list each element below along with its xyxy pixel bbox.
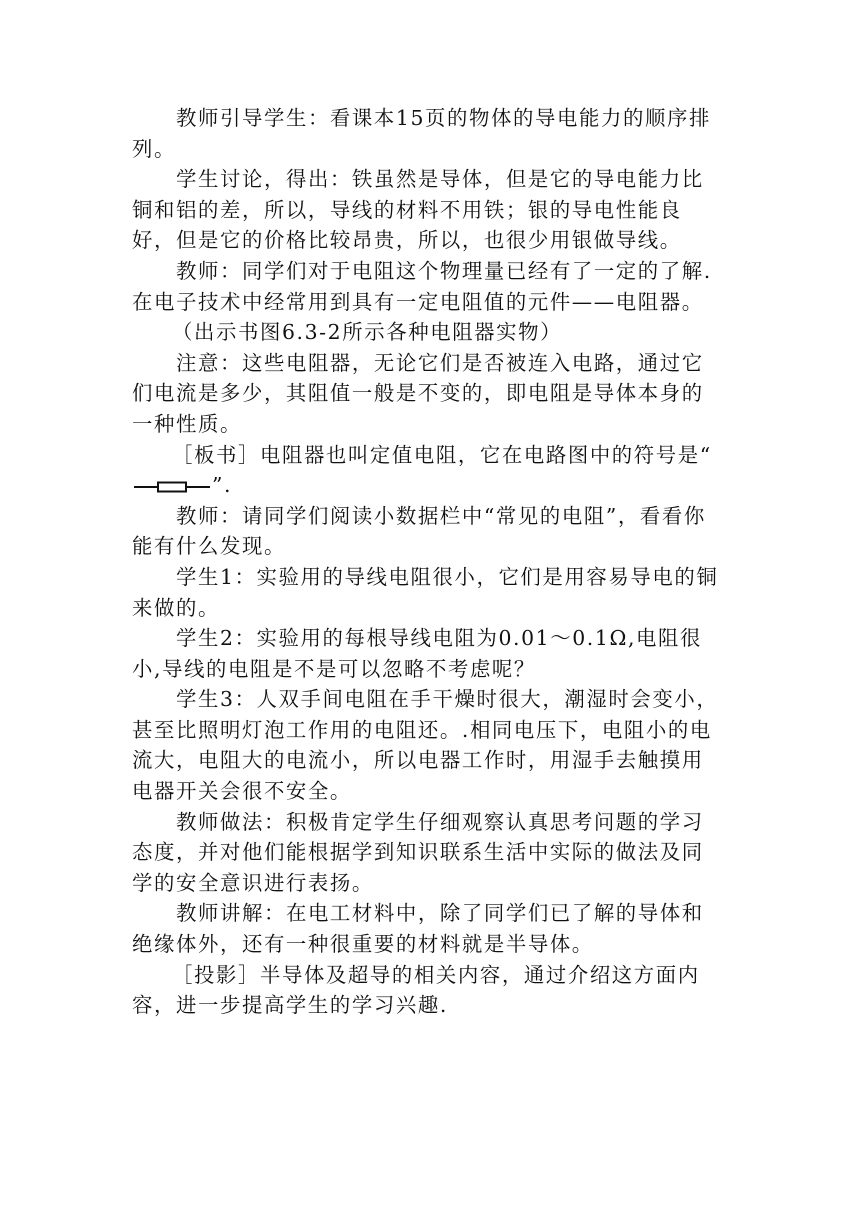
document-body [132, 103, 722, 1021]
paragraph-board-note [132, 440, 722, 501]
paragraph-note: 注意：这些电阻器，无论它们是否被连入电路，通过它们电流是多少，其阻值一般是不变的，即电阻是导体本身的一种性质。 [132, 350, 704, 436]
board-note-lead: ［板书］电阻器也叫定值电阻，它在电路图中的符号是“ [172, 442, 712, 467]
paragraph-student-discussion: 学生讨论，得出：铁虽然是导体，但是它的导电能力比铜和铝的差，所以，导线的材料不用铁；银的导电性能良好，但是它的价格比较昂贵，所以，也很少用银做导线。 [132, 167, 704, 253]
paragraph-teacher-resistor: 教师：同学们对于电阻这个物理量已经有了一定的了解.在电子技术中经常用到具有一定电阻值的元件——电阻器。 [132, 258, 712, 314]
paragraph-student-3: 学生3：人双手间电阻在手干燥时很大，潮湿时会变小，甚至比照明灯泡工作用的电阻还。.相同电压下，电阻小的电流大，电阻大的电流小，所以电器工作时，用湿手去触摸用电器开关会很不安全。 [132, 687, 719, 804]
paragraph-teacher-guide: 教师引导学生：看课本15页的物体的导电能力的顺序排列。 [132, 106, 711, 161]
paragraph-teacher-reading: 教师：请同学们阅读小数据栏中“常见的电阻”，看看你能有什么发现。 [132, 503, 706, 559]
paragraph-projection: ［投影］半导体及超导的相关内容，通过介绍这方面内容，进一步提高学生的学习兴趣. [132, 962, 700, 1018]
board-note-tail: ”. [212, 473, 233, 498]
paragraph-student-2: 学生2：实验用的每根导线电阻为0.01～0.1Ω,电阻很小,导线的电阻是不是可以忽略不考虑呢？ [132, 626, 703, 681]
paragraph-student-1: 学生1：实验用的导线电阻很小，它们是用容易导电的铜来做的。 [132, 564, 719, 620]
paragraph-teacher-lecture: 教师讲解：在电工材料中，除了同学们已了解的导体和绝缘体外，还有一种很重要的材料就是半导体。 [132, 901, 704, 957]
paragraph-show-figure: （出示书图6.3-2所示各种电阻器实物） [172, 320, 563, 345]
paragraph-teacher-method: 教师做法：积极肯定学生仔细观察认真思考问题的学习态度，并对他们能根据学到知识联系生活中实际的做法及同学的安全意识进行表扬。 [132, 809, 704, 895]
resistor-symbol-icon [134, 480, 210, 494]
